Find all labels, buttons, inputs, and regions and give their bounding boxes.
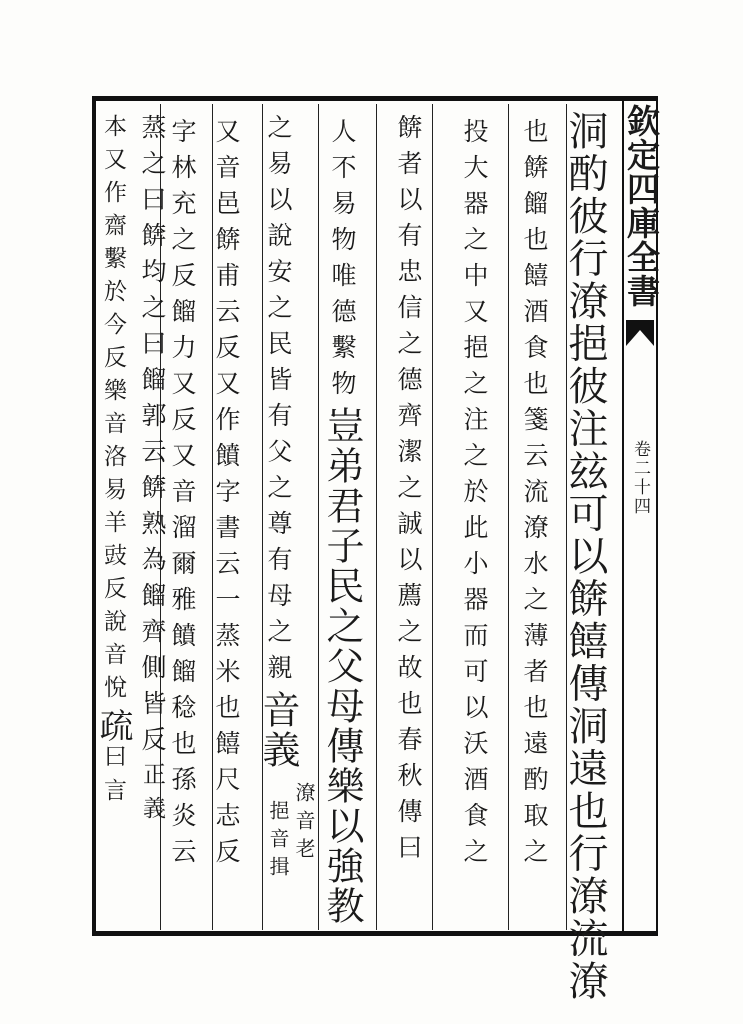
banxin-volume: 卷二十四 [630, 440, 650, 516]
text-column-6 [256, 114, 306, 770]
column-rule [376, 104, 377, 930]
phonetic-note-right: 潦音老 [292, 782, 316, 866]
fishtail-icon [626, 330, 654, 346]
banxin-title: 欽定四庫全書 [622, 104, 661, 308]
text-column-3: 投大器之中又挹之注之於此小器而可以沃酒食之 [460, 118, 489, 874]
phonetic-note-left: 挹音揖 [266, 800, 290, 884]
text-column-4: 餴者以有忠信之德齊潔之誠以薦之故也春秋傳曰 [394, 114, 423, 870]
column-rule [508, 104, 509, 930]
text-column-5-main: 豈弟君子民之父母傳樂以強教 [320, 406, 364, 926]
text-column-1: 洞酌彼行潦挹彼注玆可以餴饎傳洞遠也行潦流潦 [562, 110, 608, 1003]
text-column-2: 也餴餾也饎酒食也箋云流潦水之薄者也遠酌取之 [520, 118, 549, 874]
text-column-5 [320, 118, 370, 926]
text-column-10 [93, 114, 138, 812]
fishtail-mark [626, 320, 654, 330]
text-column-6-yinyi: 音義 [256, 690, 300, 770]
text-column-10-tail: 曰言 [100, 744, 126, 812]
text-column-5-commentary: 人不易物唯德繫物 [328, 118, 357, 406]
text-column-6-commentary: 之易以說安之民皆有父之尊有母之親 [264, 114, 293, 690]
text-column-9-zhengyi: 正義 [139, 762, 165, 830]
text-column-8: 字林充之反餾力又反又音溜爾雅饙餾稔也孫炎云 [168, 118, 197, 874]
text-column-10-commentary: 本又作齋繫於今反樂音洛易羊豉反說音悅 [100, 114, 126, 708]
column-rule [432, 104, 433, 930]
text-column-7: 又音邑餴甫云反又作饙字書云一蒸米也饎尺志反 [212, 118, 241, 874]
text-column-10-shu: 疏 [93, 708, 133, 744]
text-column-9-commentary: 蒸之曰餴均之曰餾郭云餴熟為餾齊側皆反 [138, 114, 167, 762]
